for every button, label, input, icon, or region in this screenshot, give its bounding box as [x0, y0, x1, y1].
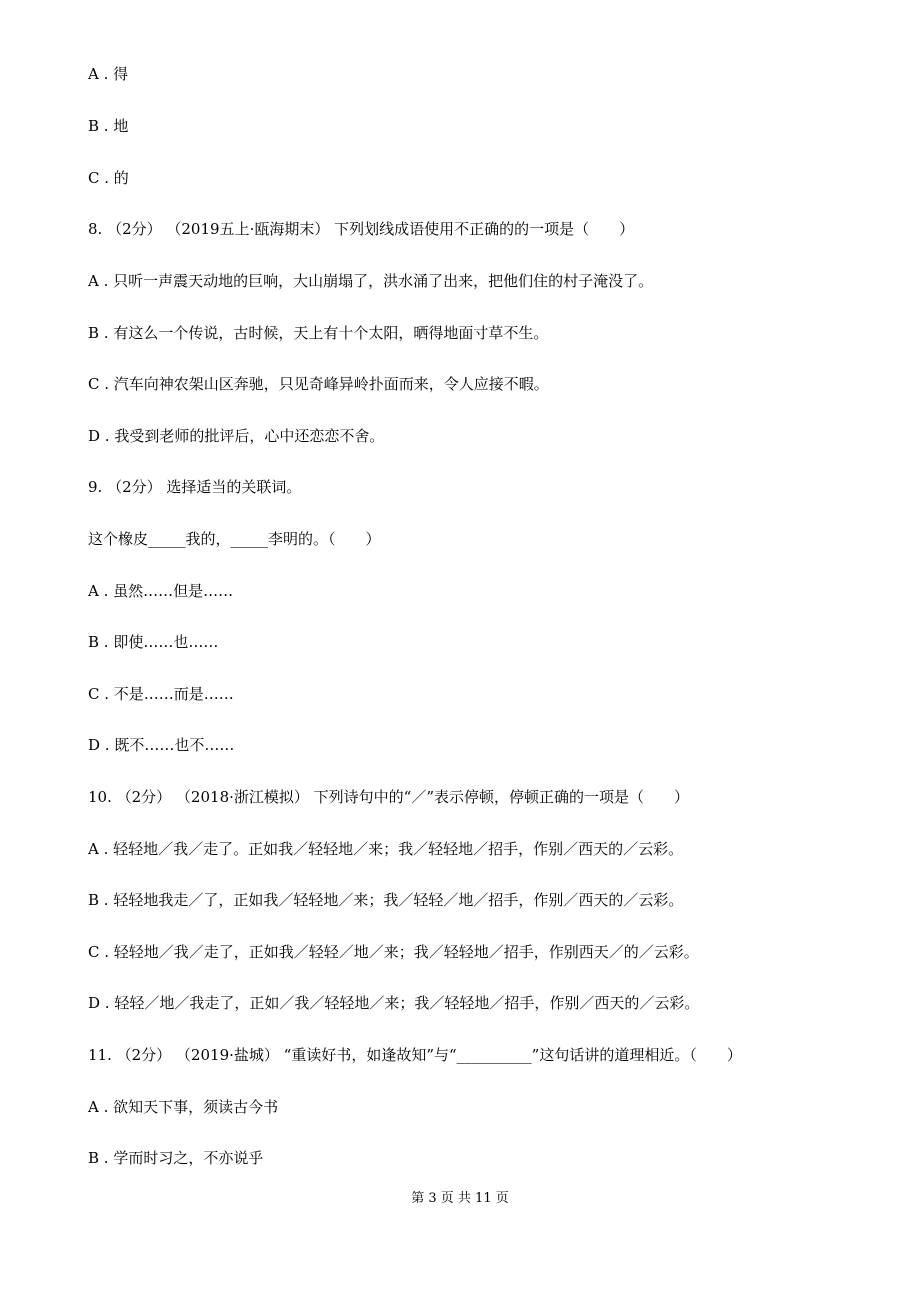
question-10-option-a: A . 轻轻地／我／走了。正如我／轻轻地／来；我／轻轻地／招手，作别／西天的／云彩。: [88, 840, 684, 858]
question-8-option-a: A . 只听一声震天动地的巨响，大山崩塌了，洪水涌了出来，把他们住的村子淹没了。: [88, 272, 654, 290]
option-b-di: B . 地: [88, 117, 129, 135]
question-8-option-d: D . 我受到老师的批评后，心中还恋恋不舍。: [88, 427, 385, 445]
question-11-option-a: A . 欲知天下事，须读古今书: [88, 1098, 279, 1116]
page-footer: 第 3 页 共 11 页: [411, 1191, 509, 1206]
option-c-de: C . 的: [88, 169, 129, 187]
question-10-option-b: B . 轻轻地我走／了，正如我／轻轻地／来；我／轻轻／地／招手，作别／西天的／云彩。: [88, 891, 684, 909]
option-a-de: A . 得: [88, 65, 129, 83]
question-11-option-b: B . 学而时习之，不亦说乎: [88, 1149, 264, 1167]
question-8-option-b: B . 有这么一个传说，古时候，天上有十个太阳，晒得地面寸草不生。: [88, 324, 549, 342]
question-9-option-c: C . 不是……而是……: [88, 685, 234, 703]
question-9-option-a: A . 虽然……但是……: [88, 582, 234, 600]
question-10-title: 10. （2分） （2018·浙江模拟） 下列诗句中的“／”表示停顿，停顿正确的一项是（ ）: [88, 788, 689, 806]
question-9-title: 9. （2分） 选择适当的关联词。: [88, 478, 302, 496]
question-8-title: 8. （2分） （2019五上·瓯海期末） 下列划线成语使用不正确的的一项是（ ）: [88, 220, 635, 238]
question-8-option-c: C . 汽车向神农架山区奔驰，只见奇峰异岭扑面而来，令人应接不暇。: [88, 375, 549, 393]
question-9-stem: 这个橡皮_____我的，_____李明的。（ ）: [88, 530, 381, 548]
question-9-option-d: D . 既不……也不……: [88, 736, 235, 754]
question-9-option-b: B . 即使……也……: [88, 633, 219, 651]
question-10-option-d: D . 轻轻／地／我走了，正如／我／轻轻地／来；我／轻轻地／招手，作别／西天的／云彩。: [88, 994, 700, 1012]
question-10-option-c: C . 轻轻地／我／走了，正如我／轻轻／地／来；我／轻轻地／招手，作别西天／的／云彩。: [88, 943, 699, 961]
question-11-title: 11. （2分） （2019·盐城） “重读好书，如逢故知”与“__________”这句话讲的道理相近。（ ）: [88, 1046, 742, 1064]
